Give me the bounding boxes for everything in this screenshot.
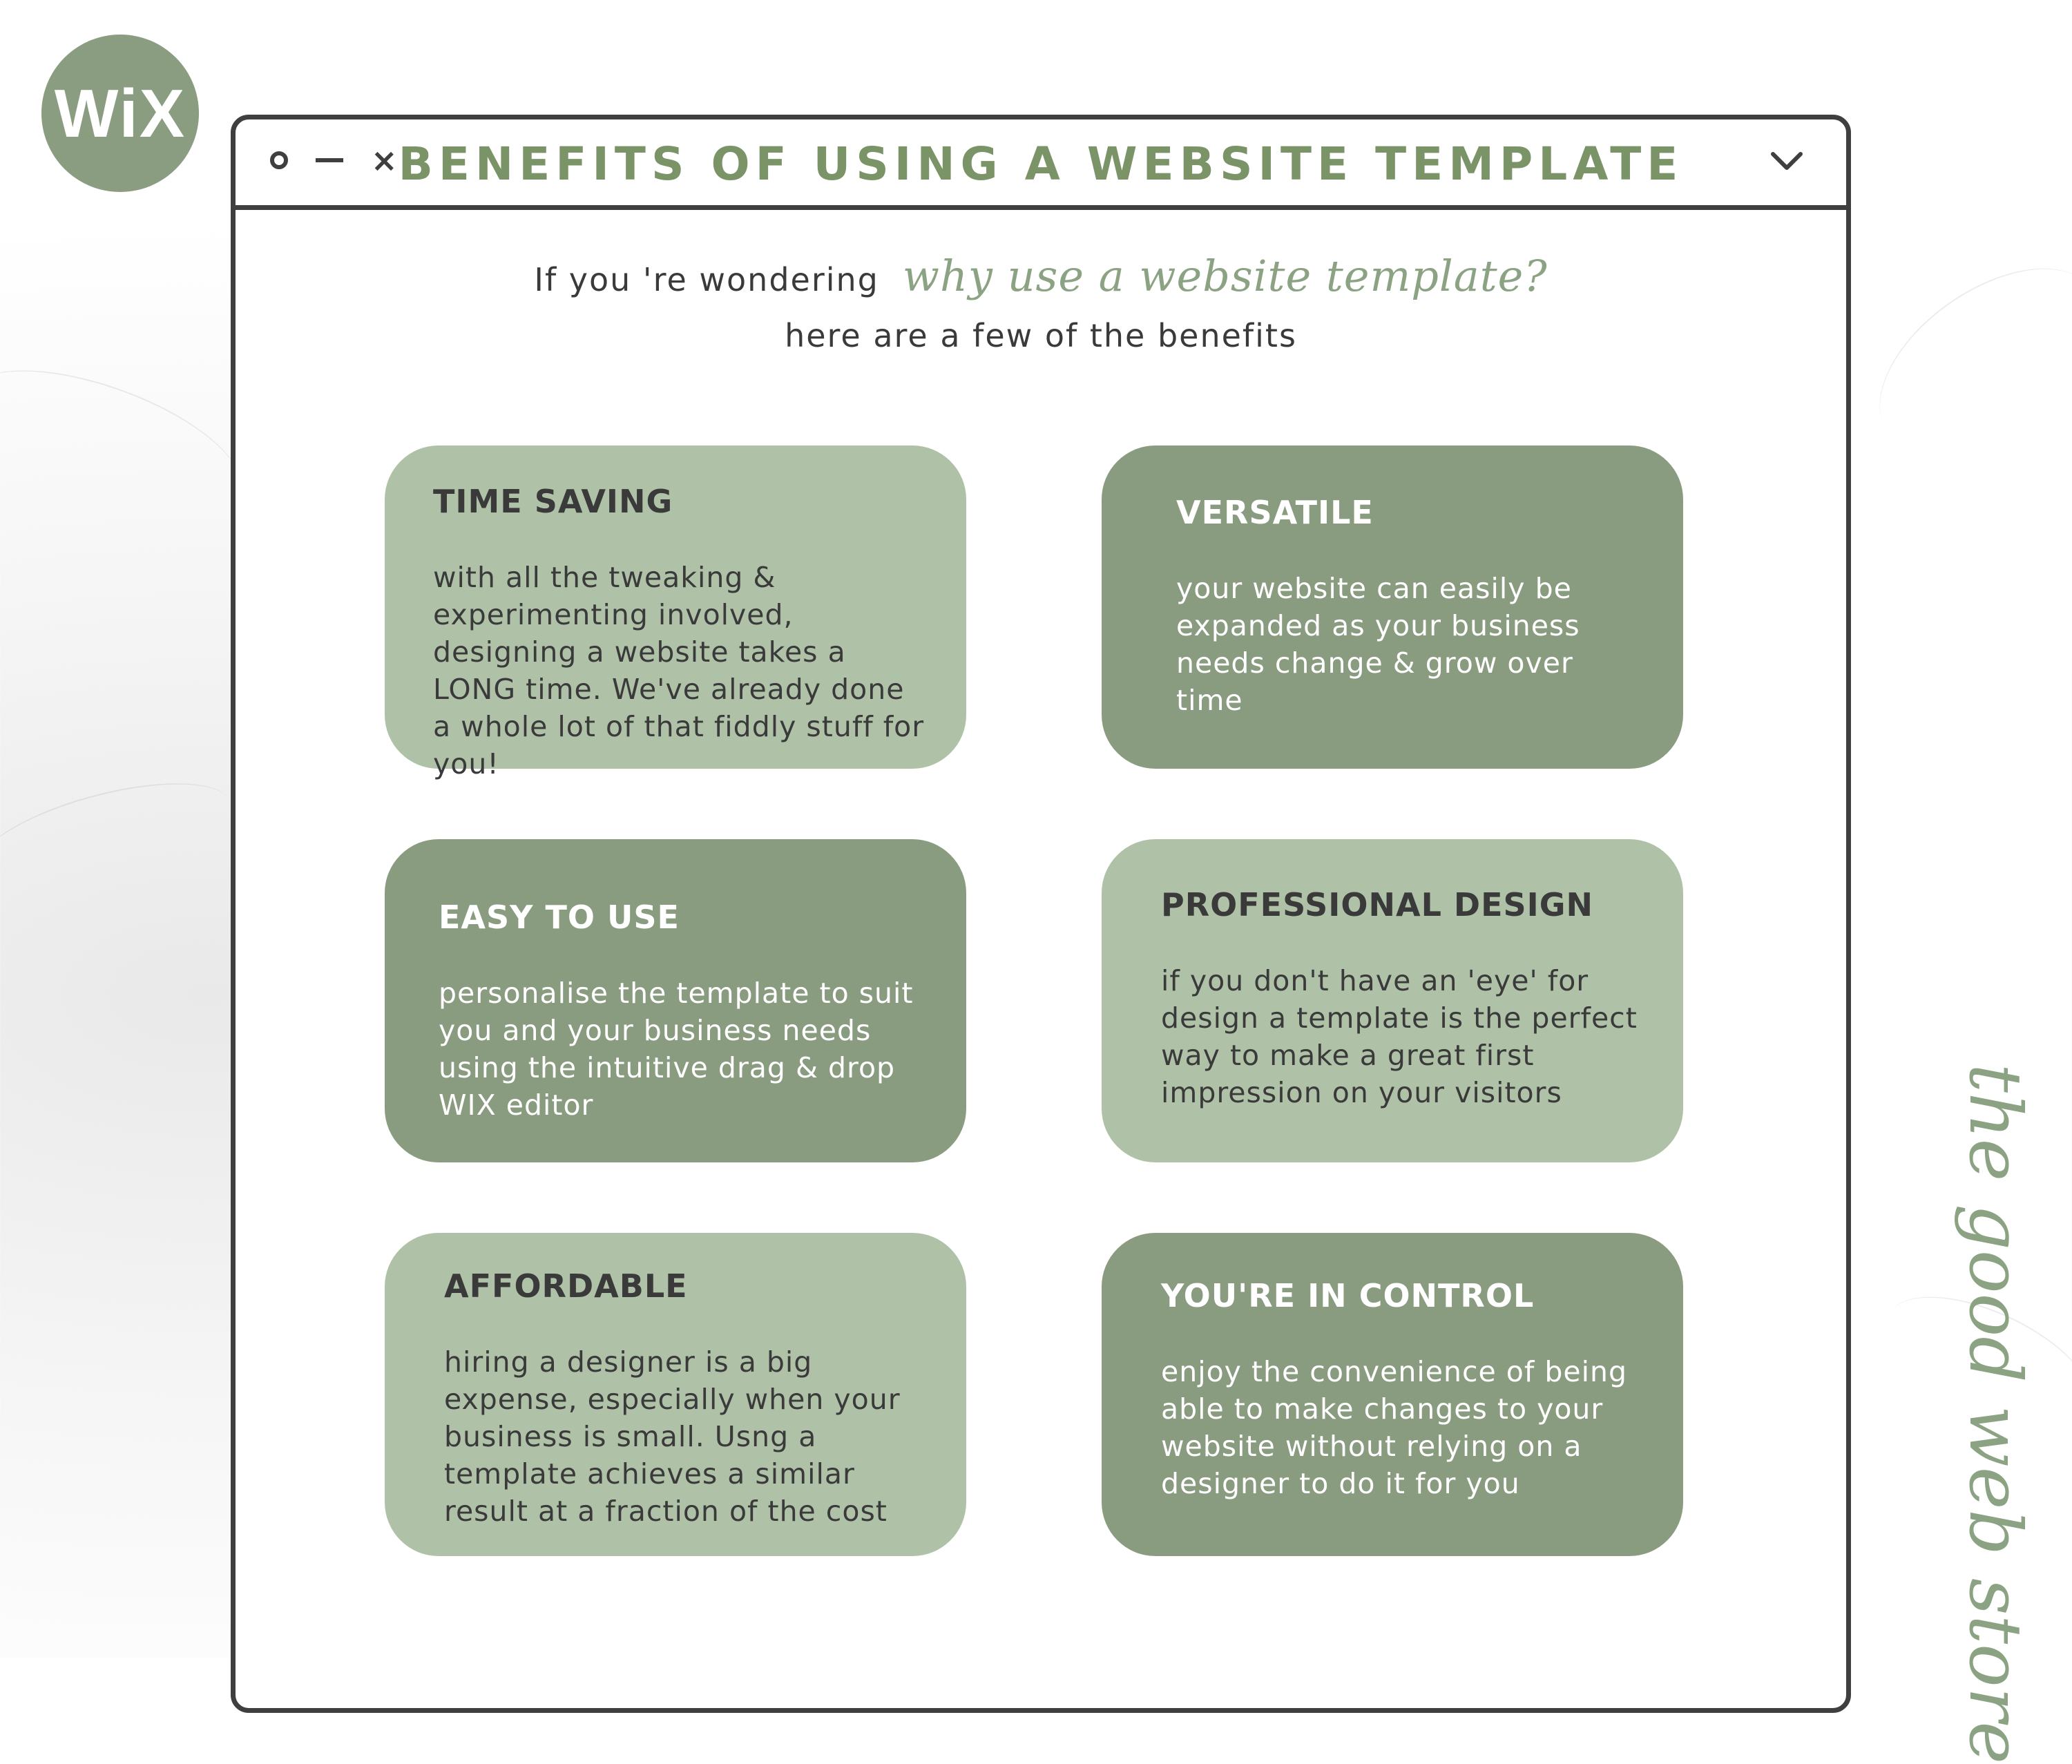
card-body: your website can easily be expanded as your business needs change & grow over time (1176, 572, 1580, 717)
benefit-card-youre-in-control (1102, 1233, 1683, 1556)
marble-vein (0, 762, 241, 911)
close-icon[interactable]: × (371, 142, 398, 179)
card-title: AFFORDABLE (444, 1267, 688, 1305)
intro-lead: If you 're wondering (534, 261, 879, 298)
card-title: TIME SAVING (433, 483, 673, 520)
card-body: personalise the template to suit you and your business needs using the intuitive drag & drop WIX editor (439, 977, 914, 1122)
browser-window (231, 115, 1851, 1713)
page-title: BENEFITS OF USING A WEBSITE TEMPLATE (398, 137, 1684, 191)
brand-signature: the good web store (1953, 1064, 2037, 1764)
card-body: if you don't have an 'eye' for design a template is the perfect way to make a great first impression on your visitors (1161, 964, 1638, 1109)
wix-logo-text: WiX (54, 75, 186, 151)
card-title: PROFESSIONAL DESIGN (1161, 886, 1594, 923)
card-body: enjoy the convenience of being able to make changes to your website without relying on a designer to do it for you (1161, 1355, 1627, 1500)
card-title: EASY TO USE (439, 899, 680, 936)
benefit-card-time-saving (385, 445, 966, 780)
benefit-card-easy-to-use (385, 839, 966, 1162)
card-title: VERSATILE (1176, 494, 1374, 531)
card-body: hiring a designer is a big expense, especially when your business is small. Usng a template achieves a similar result at a fraction of the cost (444, 1345, 901, 1528)
marble-vein (1848, 231, 2072, 488)
wix-logo (41, 35, 199, 192)
benefit-card-versatile (1102, 445, 1683, 769)
title-bar (236, 119, 1846, 210)
intro-line-2: here are a few of the benefits (785, 317, 1297, 354)
card-title: YOU'RE IN CONTROL (1161, 1277, 1535, 1314)
card-body: with all the tweaking & experimenting involved, designing a website takes a LONG time. We've already done a whole lot of that fiddly stuff for you! (433, 561, 925, 780)
benefit-card-affordable (385, 1233, 966, 1556)
chevron-down-icon[interactable] (1770, 150, 1803, 172)
intro-line-1 (236, 251, 1846, 301)
marble-vein (0, 341, 259, 545)
intro-script: why use a website template? (902, 251, 1548, 301)
benefit-card-professional-design (1102, 839, 1683, 1162)
